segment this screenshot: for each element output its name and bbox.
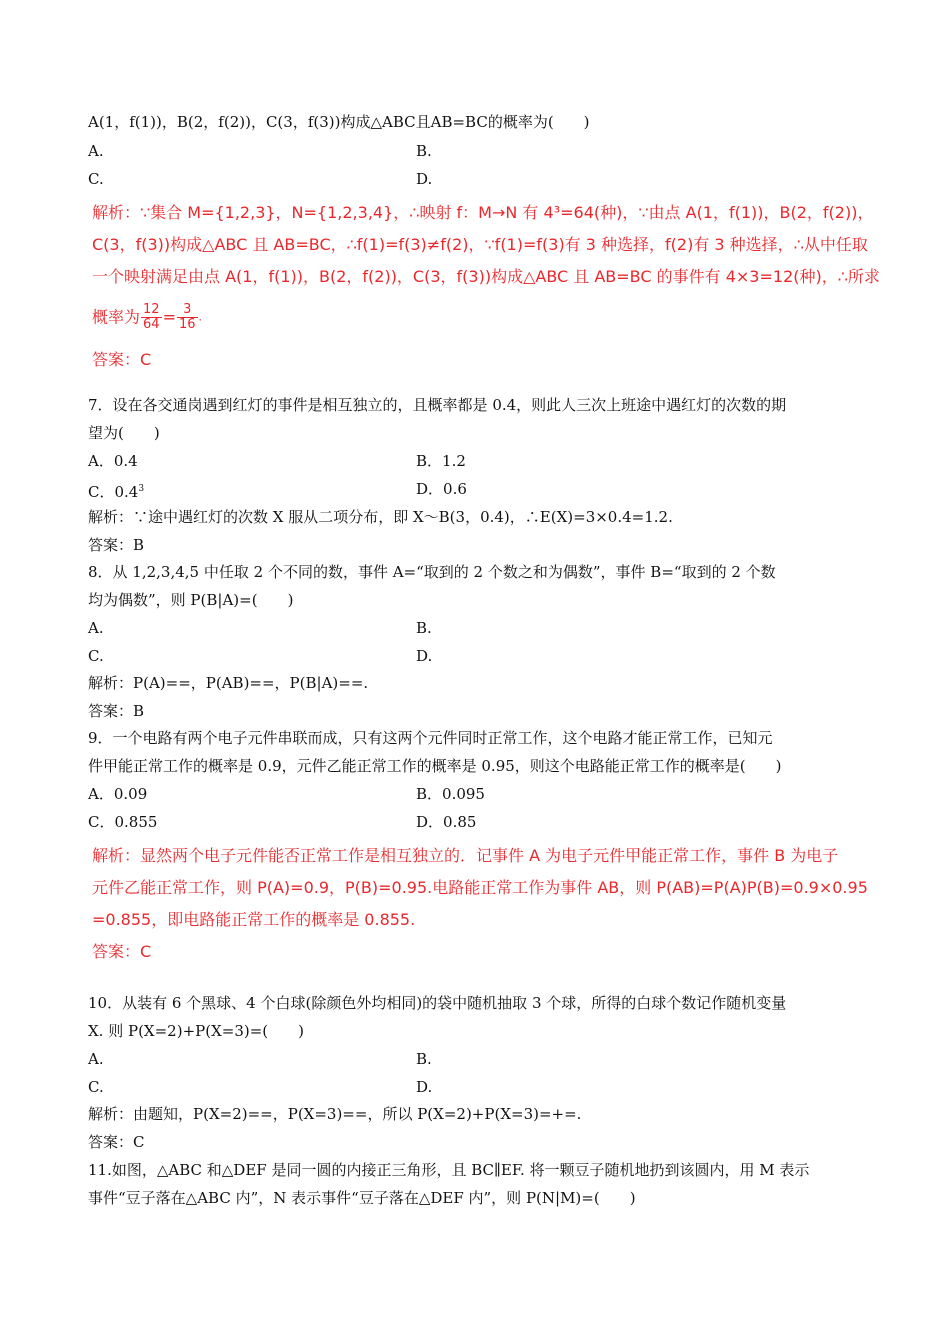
q6-option-d: D. [416,170,433,188]
q6-solution-line-2: C(3，f(3))构成△ABC 且 AB=BC，∴f(1)=f(3)≠f(2)，∵f(1)=f(3)有 3 种选择，f(2)有 3 种选择，∴从中任取 [92,235,868,254]
q6-solution-line-4 [92,300,872,335]
q11-stem-line-1: 11.如图，△ABC 和△DEF 是同一圆的内接正三角形，且 BC∥EF. 将一颗豆子随机地扔到该圆内，用 M 表示 [88,1161,810,1179]
q9-option-c: C．0.855 [88,813,158,831]
q8-option-c: C. [88,647,104,665]
q7-option-b: B．1.2 [416,452,466,470]
q11-stem-line-2: 事件“豆子落在△ABC 内”，N 表示事件“豆子落在△DEF 内”，则 P(N|M)=( ) [88,1189,636,1207]
q10-option-c: C. [88,1078,104,1096]
q7-option-d: D．0.6 [416,480,467,498]
q8-option-b: B. [416,619,432,637]
q7-stem-line-1: 7．设在各交通岗遇到红灯的事件是相互独立的，且概率都是 0.4，则此人三次上班途中遇红灯的次数的期 [88,396,787,414]
q9-stem-line-2: 件甲能正常工作的概率是 0.9，元件乙能正常工作的概率是 0.95，则这个电路能正常工作的概率是( ) [88,757,782,775]
q6-solution-line-1: 解析：∵集合 M={1,2,3}，N={1,2,3,4}，∴映射 f：M→N 有 4³=64(种)，∵由点 A(1，f(1))，B(2，f(2))， [92,203,874,222]
q7-option-a: A．0.4 [88,452,138,470]
q7-option-c-base: C．0.4 [88,483,139,501]
q9-solution-line-2: 元件乙能正常工作，则 P(A)=0.9，P(B)=0.95.电路能正常工作为事件 AB，则 P(AB)=P(A)P(B)=0.9×0.95 [92,878,868,897]
q7-answer: 答案：B [88,536,145,554]
q8-option-a: A. [88,619,104,637]
q9-stem-line-1: 9．一个电路有两个电子元件串联而成，只有这两个元件同时正常工作，这个电路才能正常工作，已知元 [88,729,773,747]
q6-option-a: A. [88,142,104,160]
q7-solution: 解析：∵途中遇红灯的次数 X 服从二项分布，即 X～B(3，0.4)，∴E(X)=3×0.4=1.2. [88,508,673,526]
q10-answer: 答案：C [88,1133,145,1151]
q6-frac2-denominator: 16 [178,317,196,332]
q6-equals-sign: = [162,307,176,327]
q6-frac2-numerator: 3 [177,303,198,318]
q10-solution: 解析：由题知，P(X=2)==，P(X=3)==，所以 P(X=2)+P(X=3)=+=. [88,1105,582,1123]
q7-option-c [88,479,144,502]
q10-stem-line-2: X. 则 P(X=2)+P(X=3)=( ) [88,1022,304,1040]
q9-solution-line-1: 解析：显然两个电子元件能否正常工作是相互独立的．记事件 A 为电子元件甲能正常工作，事件 B 为电子 [92,846,839,865]
q9-solution-line-3: =0.855，即电路能正常工作的概率是 0.855. [92,910,416,929]
q8-solution: 解析：P(A)==，P(AB)==，P(B|A)==. [88,674,369,692]
q6-period: . [198,310,203,324]
q6-fraction-12-64 [141,303,162,332]
q6-fraction-3-16 [177,303,198,332]
q10-option-a: A. [88,1050,104,1068]
q6-option-c: C. [88,170,104,188]
q6-solution-line-3: 一个映射满足由点 A(1，f(1))，B(2，f(2))，C(3，f(3))构成△ABC 且 AB=BC 的事件有 4×3=12(种)，∴所求 [92,267,880,286]
q8-option-d: D. [416,647,433,665]
q6-frac1-denominator: 64 [143,317,160,332]
q8-stem-line-1: 8．从 1,2,3,4,5 中任取 2 个不同的数，事件 A=“取到的 2 个数之和为偶数”，事件 B=“取到的 2 个数 [88,563,776,581]
q6-solution-prefix: 概率为 [92,307,141,327]
q6-stem: A(1，f(1))，B(2，f(2))，C(3，f(3))构成△ABC且AB=BC的概率为( ) [88,113,590,131]
q6-frac1-numerator: 12 [143,302,160,317]
q9-option-a: A．0.09 [88,785,148,803]
q7-stem-line-2: 望为( ) [88,424,160,442]
q6-answer: 答案：C [92,350,152,369]
q8-stem-line-2: 均为偶数”，则 P(B|A)=( ) [88,591,294,609]
q6-option-b: B. [416,142,432,160]
q10-option-b: B. [416,1050,432,1068]
q10-stem-line-1: 10．从装有 6 个黑球、4 个白球(除颜色外均相同)的袋中随机抽取 3 个球，所得的白球个数记作随机变量 [88,994,787,1012]
q9-answer: 答案：C [92,942,152,961]
q7-option-c-exponent: 3 [138,484,145,494]
q9-option-d: D．0.85 [416,813,477,831]
q9-option-b: B．0.095 [416,785,485,803]
q8-answer: 答案：B [88,702,145,720]
q10-option-d: D. [416,1078,433,1096]
